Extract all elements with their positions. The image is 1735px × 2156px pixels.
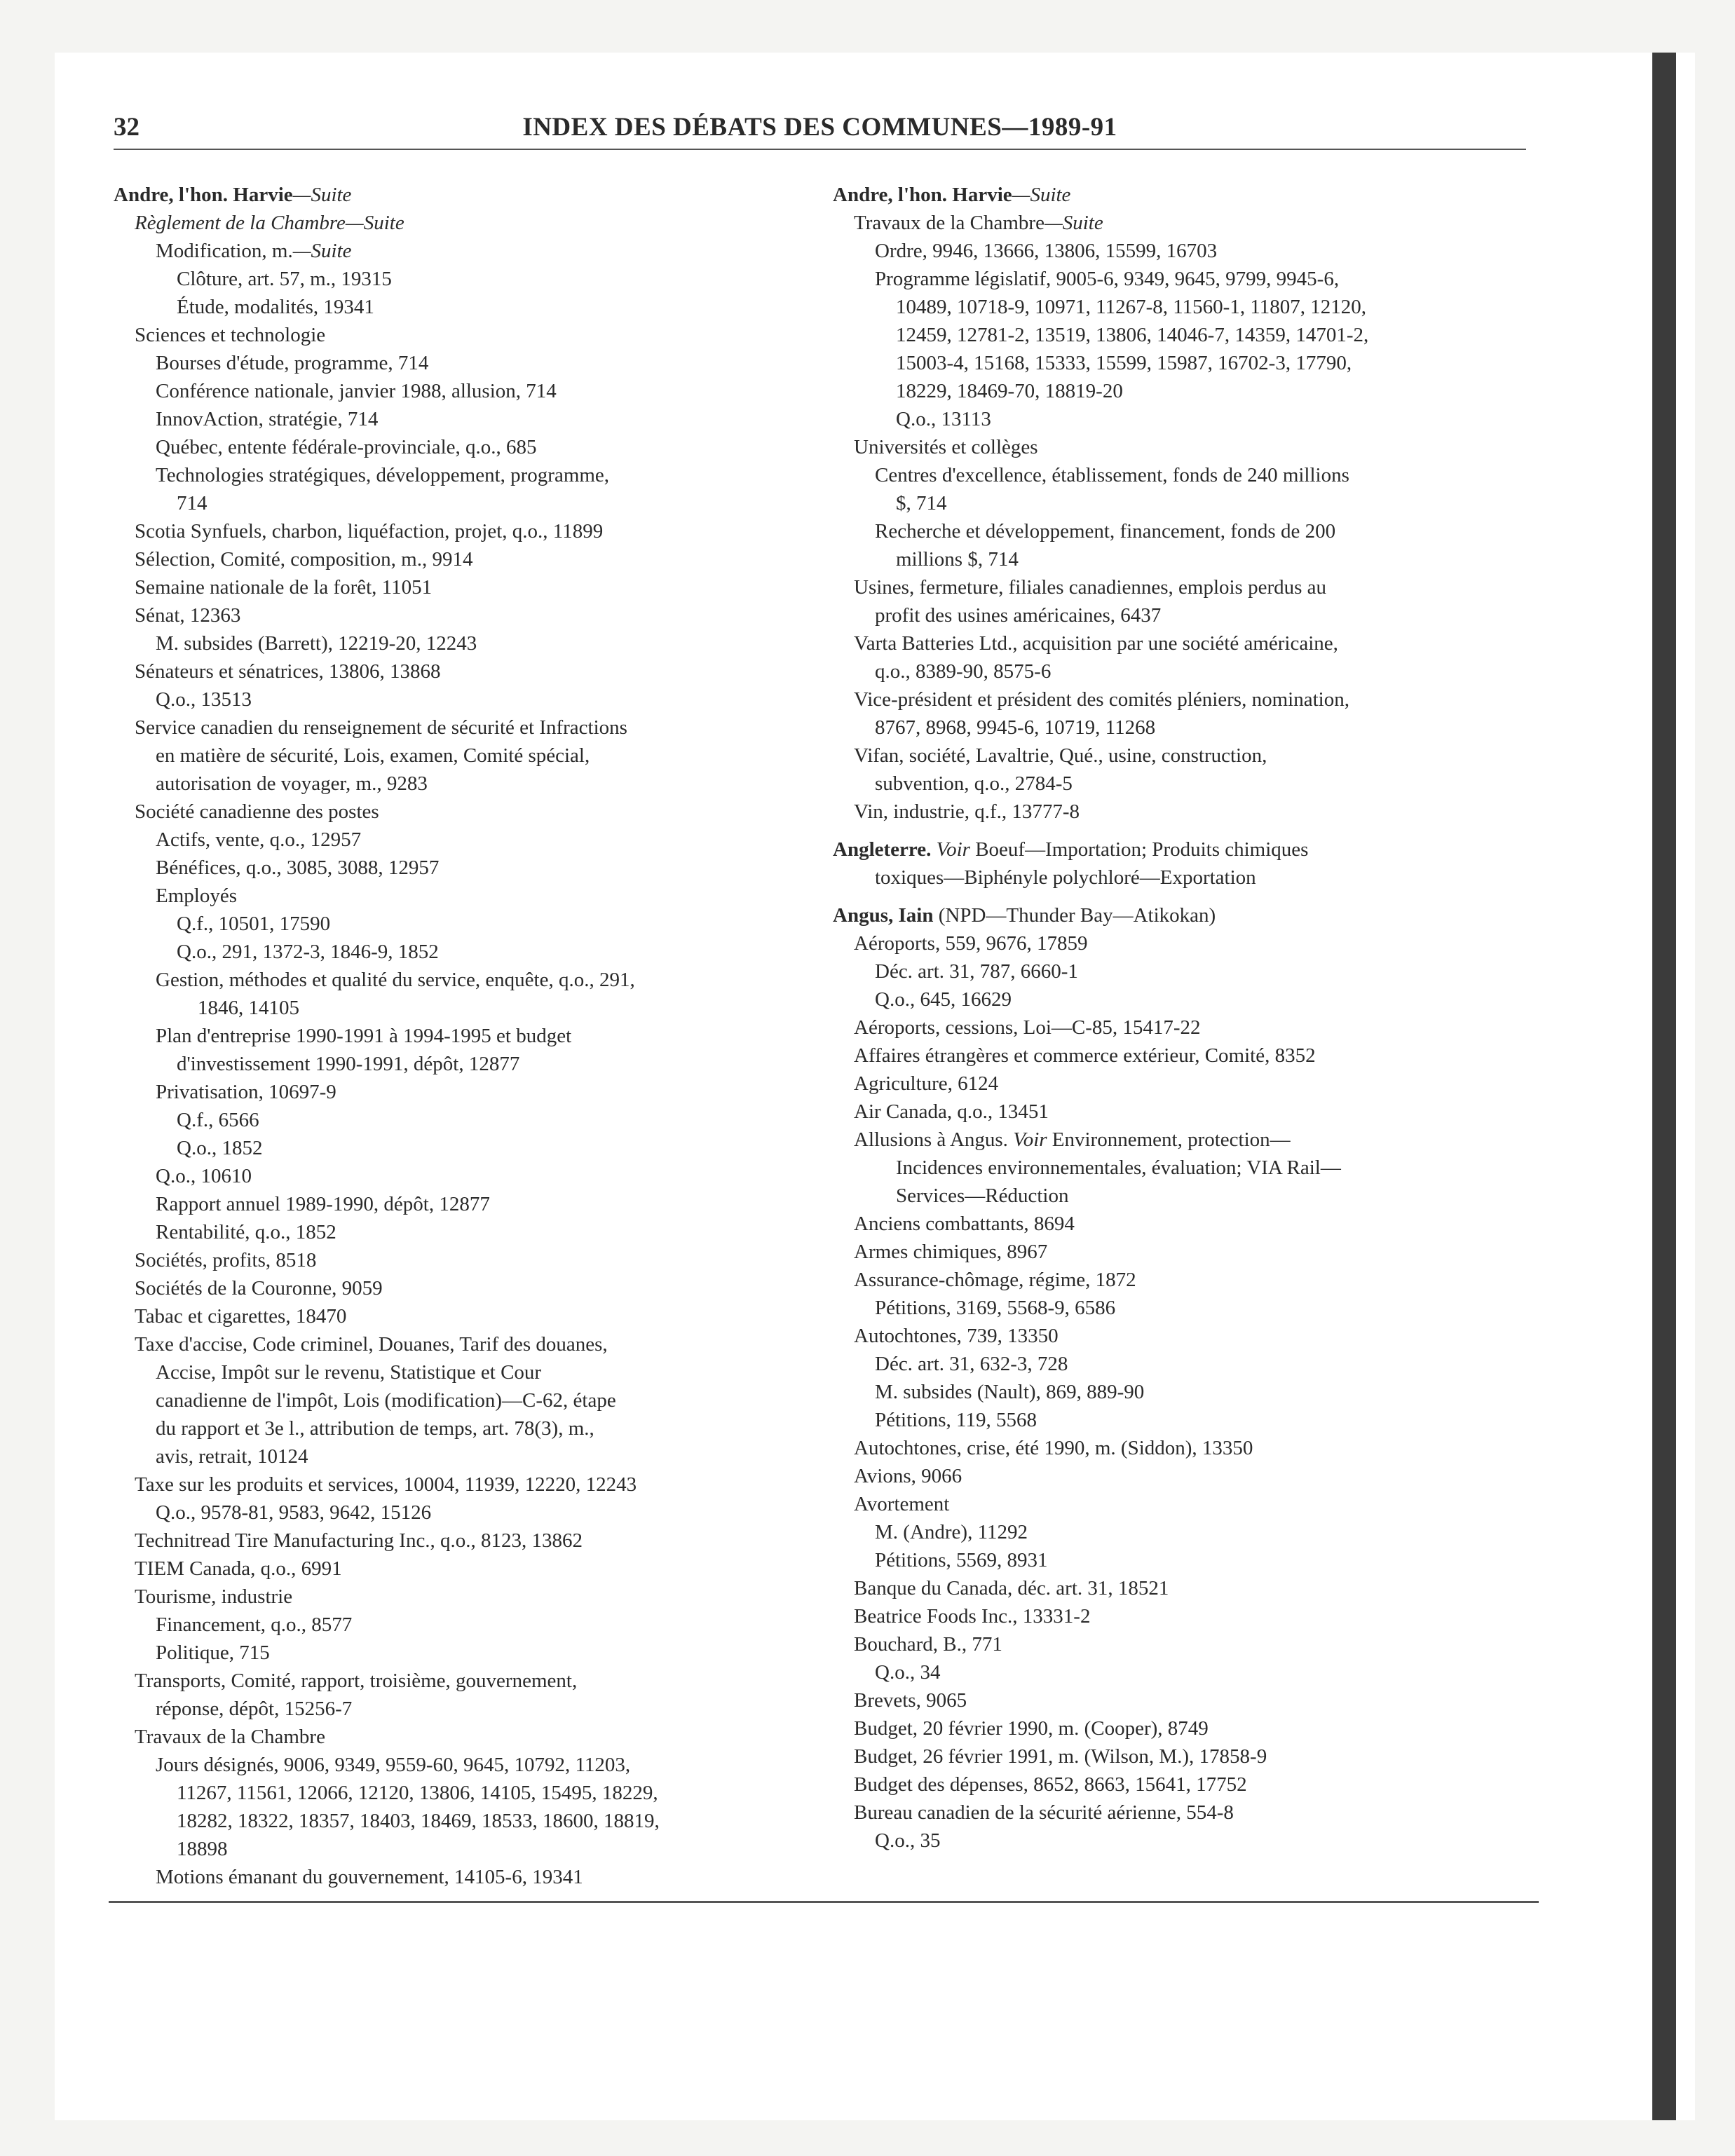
entry-rest: Motions émanant du gouvernement, 14105-6, 19341	[156, 1866, 583, 1888]
entry-rest: Financement, q.o., 8577	[156, 1613, 353, 1636]
index-entry	[833, 1070, 1527, 1098]
entry-rest: Sciences et technologie	[135, 324, 326, 346]
entry-italic: Voir	[1013, 1128, 1047, 1151]
entry-rest: réponse, dépôt, 15256-7	[156, 1698, 353, 1720]
entry-rest: Aéroports, cessions, Loi—C-85, 15417-22	[854, 1016, 1201, 1039]
index-entry	[833, 1210, 1527, 1238]
entry-rest: Semaine nationale de la forêt, 11051	[135, 576, 433, 599]
index-entry	[833, 349, 1527, 377]
entry-rest: Gestion, méthodes et qualité du service, enquête, q.o., 291,	[156, 969, 635, 991]
entry-rest: M. (Andre), 11292	[875, 1521, 1028, 1543]
entry-rest: Vin, industrie, q.f., 13777-8	[854, 800, 1080, 823]
index-entry	[114, 1190, 780, 1218]
entry-rest: Environnement, protection—	[1052, 1128, 1291, 1151]
index-entry	[114, 1302, 780, 1330]
index-entry	[833, 433, 1527, 461]
index-entry	[833, 864, 1527, 892]
entry-rest: Tabac et cigarettes, 18470	[135, 1305, 347, 1328]
entry-rest: Rapport annuel 1989-1990, dépôt, 12877	[156, 1193, 490, 1215]
entry-rest: Clôture, art. 57, m., 19315	[177, 268, 392, 290]
index-entry	[114, 910, 780, 938]
index-entry	[114, 321, 780, 349]
index-entry	[833, 1574, 1527, 1602]
index-entry	[114, 742, 780, 770]
index-entry	[833, 237, 1527, 265]
entry-rest: canadienne de l'impôt, Lois (modification)—C-62, étape	[156, 1389, 616, 1412]
index-entry	[833, 1462, 1527, 1490]
entry-rest: Ordre, 9946, 13666, 13806, 15599, 16703	[875, 240, 1218, 262]
footer-rule	[109, 1901, 1539, 1903]
entry-rest: Étude, modalités, 19341	[177, 296, 374, 318]
index-entry	[114, 461, 780, 489]
entry-rest: Q.o., 10610	[156, 1165, 252, 1187]
entry-rest: subvention, q.o., 2784-5	[875, 772, 1073, 795]
entry-rest: Agriculture, 6124	[854, 1072, 999, 1095]
index-entry	[833, 1434, 1527, 1462]
index-entry	[114, 601, 780, 629]
entry-rest: Travaux de la Chambre	[135, 1726, 325, 1748]
index-entry	[114, 1667, 780, 1695]
index-entry	[833, 1154, 1527, 1182]
entry-rest: Pétitions, 5569, 8931	[875, 1549, 1048, 1571]
entry-rest: du rapport et 3e l., attribution de temps, art. 78(3), m.,	[156, 1417, 594, 1440]
entry-rest: M. subsides (Nault), 869, 889-90	[875, 1381, 1145, 1403]
entry-rest: Budget des dépenses, 8652, 8663, 15641, 17752	[854, 1773, 1247, 1796]
scan-edge-shadow	[1652, 53, 1676, 2120]
entry-rest: (NPD—Thunder Bay—Atikokan)	[938, 904, 1216, 927]
index-entry	[114, 994, 780, 1022]
index-entry	[114, 1386, 780, 1414]
entry-rest: 18229, 18469-70, 18819-20	[896, 380, 1123, 402]
index-entry	[833, 573, 1527, 601]
entry-rest: Centres d'excellence, établissement, fonds de 240 millions	[875, 464, 1349, 486]
index-entry	[114, 714, 780, 742]
entry-italic: —Suite	[1044, 212, 1103, 234]
index-entry	[114, 826, 780, 854]
index-entry	[114, 349, 780, 377]
entry-rest: Sélection, Comité, composition, m., 9914	[135, 548, 473, 571]
index-entry	[833, 1686, 1527, 1714]
entry-rest: Affaires étrangères et commerce extérieur, Comité, 8352	[854, 1044, 1316, 1067]
index-entry	[833, 1518, 1527, 1546]
index-entry	[833, 293, 1527, 321]
index-entry	[833, 377, 1527, 405]
entry-rest: Q.o., 13113	[896, 408, 991, 430]
entry-rest: Q.o., 34	[875, 1661, 941, 1684]
index-entry	[833, 714, 1527, 742]
entry-rest: M. subsides (Barrett), 12219-20, 12243	[156, 632, 477, 655]
entry-rest: Employés	[156, 885, 237, 907]
index-entry	[833, 1098, 1527, 1126]
index-entry	[114, 1555, 780, 1583]
entry-rest: Banque du Canada, déc. art. 31, 18521	[854, 1577, 1169, 1599]
entry-rest: Vifan, société, Lavaltrie, Qué., usine, construction,	[854, 744, 1267, 767]
entry-bold: Angus, Iain	[833, 904, 934, 927]
index-entry	[833, 798, 1527, 826]
entry-rest: Air Canada, q.o., 13451	[854, 1100, 1049, 1123]
entry-rest: Déc. art. 31, 787, 6660-1	[875, 960, 1078, 983]
index-entry	[833, 1630, 1527, 1658]
index-entry	[833, 517, 1527, 545]
entry-rest: InnovAction, stratégie, 714	[156, 408, 379, 430]
entry-rest: Beatrice Foods Inc., 13331-2	[854, 1605, 1091, 1628]
entry-rest: Bouchard, B., 771	[854, 1633, 1002, 1656]
index-entry	[833, 1714, 1527, 1742]
entry-rest: Q.o., 1852	[177, 1137, 263, 1159]
page-number: 32	[114, 113, 140, 142]
entry-rest: Bourses d'étude, programme, 714	[156, 352, 429, 374]
index-entry	[114, 1527, 780, 1555]
index-entry	[114, 1611, 780, 1639]
index-entry	[114, 1723, 780, 1751]
entry-rest: 1846, 14105	[198, 997, 299, 1019]
index-entry	[114, 657, 780, 685]
entry-rest: Universités et collèges	[854, 436, 1038, 458]
index-entry	[114, 1162, 780, 1190]
entry-rest: Q.o., 291, 1372-3, 1846-9, 1852	[177, 941, 439, 963]
index-entry	[833, 321, 1527, 349]
entry-rest: Actifs, vente, q.o., 12957	[156, 828, 362, 851]
index-entry	[114, 1330, 780, 1358]
index-entry	[833, 461, 1527, 489]
index-entry	[833, 1406, 1527, 1434]
entry-rest: Avions, 9066	[854, 1465, 962, 1487]
entry-rest: Budget, 20 février 1990, m. (Cooper), 8749	[854, 1717, 1209, 1740]
index-entry	[114, 1358, 780, 1386]
entry-rest: Bénéfices, q.o., 3085, 3088, 12957	[156, 857, 440, 879]
index-entry	[833, 770, 1527, 798]
entry-rest: Q.o., 9578-81, 9583, 9642, 15126	[156, 1501, 432, 1524]
entry-italic: Voir	[936, 838, 970, 861]
entry-rest: Sénateurs et sénatrices, 13806, 13868	[135, 660, 441, 683]
index-entry	[114, 1695, 780, 1723]
index-entry	[833, 545, 1527, 573]
entry-rest: millions $, 714	[896, 548, 1019, 571]
entry-rest: toxiques—Biphényle polychloré—Exportation	[875, 866, 1256, 889]
entry-rest: Aéroports, 559, 9676, 17859	[854, 932, 1088, 955]
index-entry	[114, 685, 780, 714]
index-entry	[114, 1639, 780, 1667]
entry-rest: d'investissement 1990-1991, dépôt, 12877	[177, 1053, 520, 1075]
index-entry	[114, 770, 780, 798]
entry-rest: Q.o., 13513	[156, 688, 252, 711]
entry-rest: 714	[177, 492, 207, 514]
entry-rest: en matière de sécurité, Lois, examen, Comité spécial,	[156, 744, 590, 767]
index-entry	[833, 629, 1527, 657]
entry-rest: Rentabilité, q.o., 1852	[156, 1221, 336, 1243]
entry-italic: —Suite	[292, 240, 352, 262]
entry-rest: Sociétés, profits, 8518	[135, 1249, 317, 1271]
entry-rest: $, 714	[896, 492, 947, 514]
index-entry	[114, 1779, 780, 1807]
entry-rest: Modification, m.	[156, 240, 293, 262]
index-entry	[833, 1294, 1527, 1322]
index-entry	[114, 1863, 780, 1891]
entry-rest: Conférence nationale, janvier 1988, allusion, 714	[156, 380, 557, 402]
entry-rest: Incidences environnementales, évaluation; VIA Rail—	[896, 1157, 1341, 1179]
entry-rest: Plan d'entreprise 1990-1991 à 1994-1995 et budget	[156, 1025, 572, 1047]
entry-rest: Programme législatif, 9005-6, 9349, 9645, 9799, 9945-6,	[875, 268, 1340, 290]
entry-italic: —Suite	[1012, 184, 1071, 206]
index-entry	[833, 601, 1527, 629]
index-entry	[114, 1471, 780, 1499]
index-entry	[833, 957, 1527, 985]
running-title: INDEX DES DÉBATS DES COMMUNES—1989-91	[522, 113, 1117, 142]
entry-rest: Tourisme, industrie	[135, 1585, 293, 1608]
entry-rest: Varta Batteries Ltd., acquisition par une société américaine,	[854, 632, 1338, 655]
entry-rest: 12459, 12781-2, 13519, 13806, 14046-7, 14359, 14701-2,	[896, 324, 1369, 346]
index-entry	[114, 938, 780, 966]
entry-rest: Bureau canadien de la sécurité aérienne, 554-8	[854, 1801, 1234, 1824]
entry-rest: Politique, 715	[156, 1642, 270, 1664]
index-entry	[114, 1583, 780, 1611]
entry-rest: Autochtones, crise, été 1990, m. (Siddon), 13350	[854, 1437, 1253, 1459]
entry-rest: Accise, Impôt sur le revenu, Statistique et Cour	[156, 1361, 542, 1384]
index-entry	[833, 1322, 1527, 1350]
index-entry	[114, 1106, 780, 1134]
entry-bold: Andre, l'hon. Harvie	[833, 184, 1012, 206]
index-entry	[833, 835, 1527, 864]
entry-rest: Armes chimiques, 8967	[854, 1241, 1048, 1263]
index-entry	[833, 1546, 1527, 1574]
entry-rest: Usines, fermeture, filiales canadiennes, emplois perdus au	[854, 576, 1327, 599]
index-entry	[114, 265, 780, 293]
entry-rest: Pétitions, 119, 5568	[875, 1409, 1037, 1431]
entry-rest: Q.o., 645, 16629	[875, 988, 1012, 1011]
entry-rest: Transports, Comité, rapport, troisième, gouvernement,	[135, 1670, 578, 1692]
index-entry	[833, 1799, 1527, 1827]
index-entry	[833, 1742, 1527, 1770]
entry-bold: Angleterre.	[833, 838, 932, 861]
index-entry	[833, 489, 1527, 517]
entry-rest: Technitread Tire Manufacturing Inc., q.o., 8123, 13862	[135, 1529, 583, 1552]
index-entry	[833, 181, 1527, 209]
entry-rest: Autochtones, 739, 13350	[854, 1325, 1059, 1347]
index-entry	[114, 854, 780, 882]
index-entry	[833, 1238, 1527, 1266]
entry-rest: Déc. art. 31, 632-3, 728	[875, 1353, 1068, 1375]
index-entry	[833, 901, 1527, 929]
entry-rest: Vice-président et président des comités pléniers, nomination,	[854, 688, 1349, 711]
index-entry	[114, 1218, 780, 1246]
index-entry	[114, 209, 780, 237]
index-entry	[114, 433, 780, 461]
index-entry	[833, 1827, 1527, 1855]
entry-rest: 10489, 10718-9, 10971, 11267-8, 11560-1, 11807, 12120,	[896, 296, 1366, 318]
entry-rest: Privatisation, 10697-9	[156, 1081, 336, 1103]
index-entry	[114, 181, 780, 209]
index-entry	[833, 1182, 1527, 1210]
index-entry	[114, 405, 780, 433]
entry-rest: avis, retrait, 10124	[156, 1445, 308, 1468]
index-entry	[114, 629, 780, 657]
entry-rest: Q.o., 35	[875, 1829, 941, 1852]
entry-rest: Service canadien du renseignement de sécurité et Infractions	[135, 716, 627, 739]
index-entry	[833, 657, 1527, 685]
index-column-left	[114, 181, 780, 1891]
index-entry	[833, 1602, 1527, 1630]
entry-rest: Q.f., 6566	[177, 1109, 259, 1131]
entry-rest: Taxe sur les produits et services, 10004, 11939, 12220, 12243	[135, 1473, 637, 1496]
index-entry	[833, 1350, 1527, 1378]
entry-bold: Andre, l'hon. Harvie	[114, 184, 293, 206]
index-entry	[114, 1134, 780, 1162]
index-entry	[114, 1274, 780, 1302]
entry-rest: TIEM Canada, q.o., 6991	[135, 1557, 342, 1580]
index-entry	[114, 966, 780, 994]
entry-rest: Avortement	[854, 1493, 950, 1515]
index-entry	[833, 1490, 1527, 1518]
entry-rest: Brevets, 9065	[854, 1689, 967, 1712]
entry-rest: Scotia Synfuels, charbon, liquéfaction, projet, q.o., 11899	[135, 520, 604, 543]
entry-rest: autorisation de voyager, m., 9283	[156, 772, 428, 795]
page-header	[114, 112, 1526, 154]
entry-rest: 15003-4, 15168, 15333, 15599, 15987, 16702-3, 17790,	[896, 352, 1352, 374]
entry-rest: Taxe d'accise, Code criminel, Douanes, Tarif des douanes,	[135, 1333, 608, 1356]
index-entry	[833, 985, 1527, 1014]
entry-rest: Assurance-chômage, régime, 1872	[854, 1269, 1136, 1291]
entry-rest: Société canadienne des postes	[135, 800, 379, 823]
index-column-right	[833, 181, 1527, 1855]
entry-rest: Sociétés de la Couronne, 9059	[135, 1277, 383, 1299]
entry-rest: 11267, 11561, 12066, 12120, 13806, 14105, 15495, 18229,	[177, 1782, 658, 1804]
index-entry	[114, 517, 780, 545]
header-rule	[114, 149, 1526, 150]
entry-rest: Jours désignés, 9006, 9349, 9559-60, 9645, 10792, 11203,	[156, 1754, 631, 1776]
index-entry	[114, 545, 780, 573]
index-entry	[114, 1442, 780, 1471]
entry-rest: Technologies stratégiques, développement, programme,	[156, 464, 610, 486]
index-entry	[833, 1042, 1527, 1070]
entry-rest: Québec, entente fédérale-provinciale, q.o., 685	[156, 436, 537, 458]
index-entry	[114, 882, 780, 910]
entry-rest: Boeuf—Importation; Produits chimiques	[975, 838, 1309, 861]
entry-rest: q.o., 8389-90, 8575-6	[875, 660, 1052, 683]
index-entry	[833, 1658, 1527, 1686]
entry-rest: Recherche et développement, financement, fonds de 200	[875, 520, 1336, 543]
entry-rest: 18898	[177, 1838, 228, 1860]
index-entry	[833, 1014, 1527, 1042]
entry-rest: Q.f., 10501, 17590	[177, 913, 331, 935]
index-entry	[114, 1246, 780, 1274]
index-entry	[833, 405, 1527, 433]
index-entry	[833, 265, 1527, 293]
index-entry	[114, 1022, 780, 1050]
index-entry	[114, 1499, 780, 1527]
entry-rest: Sénat, 12363	[135, 604, 241, 627]
index-entry	[114, 1835, 780, 1863]
index-entry	[833, 1378, 1527, 1406]
index-entry	[114, 1751, 780, 1779]
entry-rest: profit des usines américaines, 6437	[875, 604, 1162, 627]
index-entry	[114, 1050, 780, 1078]
index-entry	[114, 1414, 780, 1442]
entry-rest: Pétitions, 3169, 5568-9, 6586	[875, 1297, 1116, 1319]
index-entry	[114, 798, 780, 826]
entry-rest: Budget, 26 février 1991, m. (Wilson, M.), 17858-9	[854, 1745, 1267, 1768]
entry-rest: 8767, 8968, 9945-6, 10719, 11268	[875, 716, 1156, 739]
index-entry	[114, 293, 780, 321]
index-entry	[833, 1266, 1527, 1294]
index-entry	[833, 685, 1527, 714]
index-entry	[833, 209, 1527, 237]
index-entry	[833, 929, 1527, 957]
entry-rest: 18282, 18322, 18357, 18403, 18469, 18533, 18600, 18819,	[177, 1810, 660, 1832]
entry-italic: Règlement de la Chambre—Suite	[135, 212, 404, 234]
index-entry	[114, 1078, 780, 1106]
entry-italic: —Suite	[292, 184, 352, 206]
entry-rest: Travaux de la Chambre	[854, 212, 1045, 234]
index-entry	[114, 489, 780, 517]
entry-prefix: Allusions à Angus.	[854, 1128, 1008, 1151]
index-entry	[114, 237, 780, 265]
index-entry	[114, 377, 780, 405]
index-entry	[833, 1126, 1527, 1154]
index-entry	[114, 573, 780, 601]
entry-rest: Services—Réduction	[896, 1185, 1069, 1207]
index-entry	[114, 1807, 780, 1835]
index-entry	[833, 742, 1527, 770]
index-entry	[833, 1770, 1527, 1799]
entry-rest: Anciens combattants, 8694	[854, 1213, 1075, 1235]
